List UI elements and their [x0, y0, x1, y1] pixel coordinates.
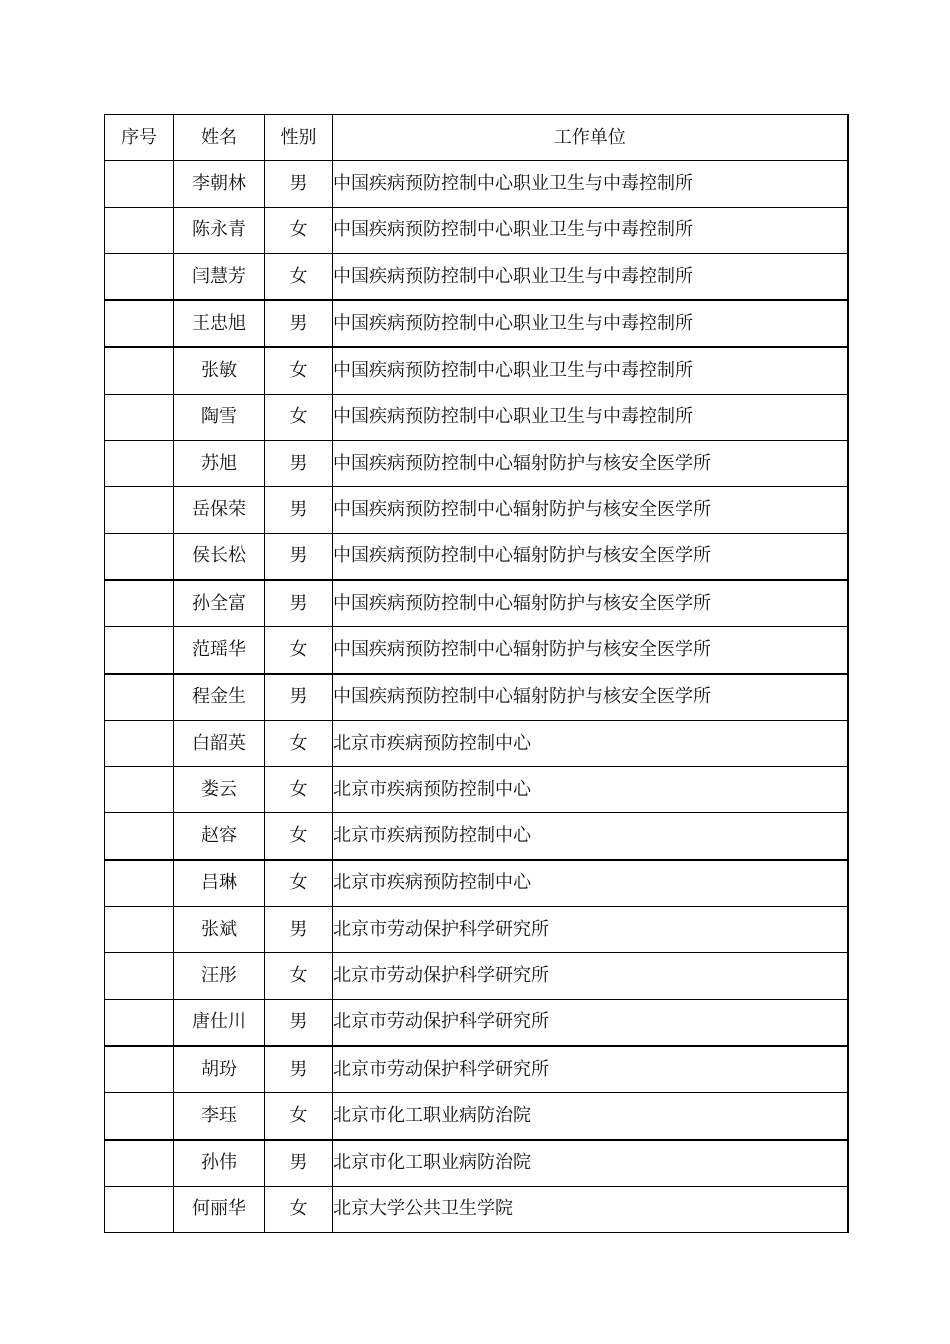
row-index-cell — [105, 347, 174, 394]
table-row — [105, 953, 848, 999]
row-index-cell — [105, 674, 174, 721]
row-index-cell — [105, 813, 174, 860]
table-row — [105, 999, 848, 1046]
row-gender-cell: 男 — [265, 300, 333, 347]
row-index-cell — [105, 1046, 174, 1093]
row-name-cell: 岳保荣 — [174, 487, 265, 533]
row-gender-cell: 女 — [265, 1186, 333, 1232]
row-unit-cell: 中国疾病预防控制中心职业卫生与中毒控制所 — [333, 300, 848, 347]
row-index-cell — [105, 253, 174, 300]
row-index-cell — [105, 907, 174, 953]
header-gender: 性别 — [265, 115, 333, 161]
row-gender-cell: 女 — [265, 767, 333, 813]
row-name-cell: 汪彤 — [174, 953, 265, 999]
row-index-cell — [105, 207, 174, 253]
row-name-cell: 闫慧芳 — [174, 253, 265, 300]
table-row — [105, 533, 848, 580]
row-unit-cell: 北京大学公共卫生学院 — [333, 1186, 848, 1232]
row-gender-cell: 男 — [265, 487, 333, 533]
row-name-cell: 陶雪 — [174, 394, 265, 440]
row-gender-cell: 男 — [265, 1140, 333, 1187]
row-gender-cell: 女 — [265, 394, 333, 440]
row-index-cell — [105, 161, 174, 207]
row-name-cell: 王忠旭 — [174, 300, 265, 347]
row-gender-cell: 女 — [265, 207, 333, 253]
row-index-cell — [105, 394, 174, 440]
row-unit-cell: 中国疾病预防控制中心辐射防护与核安全医学所 — [333, 533, 848, 580]
row-name-cell: 张敏 — [174, 347, 265, 394]
row-gender-cell: 女 — [265, 347, 333, 394]
table-row — [105, 720, 848, 766]
table-row — [105, 1140, 848, 1187]
table-body — [105, 161, 848, 1233]
row-index-cell — [105, 953, 174, 999]
row-name-cell: 何丽华 — [174, 1186, 265, 1232]
row-name-cell: 李朝林 — [174, 161, 265, 207]
table-row — [105, 300, 848, 347]
row-index-cell — [105, 441, 174, 487]
table-row — [105, 207, 848, 253]
row-name-cell: 孙全富 — [174, 580, 265, 627]
row-unit-cell: 中国疾病预防控制中心职业卫生与中毒控制所 — [333, 253, 848, 300]
row-gender-cell: 男 — [265, 580, 333, 627]
table-row — [105, 907, 848, 953]
row-index-cell — [105, 1093, 174, 1140]
table-row — [105, 1046, 848, 1093]
row-index-cell — [105, 1140, 174, 1187]
row-unit-cell: 中国疾病预防控制中心辐射防护与核安全医学所 — [333, 627, 848, 674]
row-unit-cell: 中国疾病预防控制中心辐射防护与核安全医学所 — [333, 674, 848, 721]
row-gender-cell: 女 — [265, 627, 333, 674]
table-row — [105, 394, 848, 440]
row-index-cell — [105, 767, 174, 813]
row-unit-cell: 中国疾病预防控制中心辐射防护与核安全医学所 — [333, 441, 848, 487]
table-row — [105, 441, 848, 487]
row-gender-cell: 男 — [265, 441, 333, 487]
row-name-cell: 程金生 — [174, 674, 265, 721]
row-unit-cell: 北京市疾病预防控制中心 — [333, 813, 848, 860]
row-name-cell: 娄云 — [174, 767, 265, 813]
row-gender-cell: 女 — [265, 860, 333, 907]
row-unit-cell: 中国疾病预防控制中心职业卫生与中毒控制所 — [333, 207, 848, 253]
row-unit-cell: 中国疾病预防控制中心职业卫生与中毒控制所 — [333, 161, 848, 207]
row-name-cell: 陈永青 — [174, 207, 265, 253]
row-unit-cell: 北京市化工职业病防治院 — [333, 1140, 848, 1187]
row-name-cell: 赵容 — [174, 813, 265, 860]
row-index-cell — [105, 580, 174, 627]
row-unit-cell: 中国疾病预防控制中心辐射防护与核安全医学所 — [333, 580, 848, 627]
row-index-cell — [105, 860, 174, 907]
row-index-cell — [105, 999, 174, 1046]
row-unit-cell: 北京市劳动保护科学研究所 — [333, 907, 848, 953]
header-index: 序号 — [105, 115, 174, 161]
row-index-cell — [105, 533, 174, 580]
personnel-table — [104, 114, 849, 1233]
row-unit-cell: 北京市劳动保护科学研究所 — [333, 999, 848, 1046]
row-name-cell: 张斌 — [174, 907, 265, 953]
table-row — [105, 860, 848, 907]
row-unit-cell: 中国疾病预防控制中心职业卫生与中毒控制所 — [333, 347, 848, 394]
row-name-cell: 侯长松 — [174, 533, 265, 580]
row-unit-cell: 中国疾病预防控制中心辐射防护与核安全医学所 — [333, 487, 848, 533]
row-index-cell — [105, 300, 174, 347]
row-gender-cell: 男 — [265, 674, 333, 721]
table-row — [105, 1186, 848, 1232]
row-index-cell — [105, 627, 174, 674]
table-row — [105, 347, 848, 394]
table-row — [105, 580, 848, 627]
header-name: 姓名 — [174, 115, 265, 161]
table-row — [105, 161, 848, 207]
row-unit-cell: 中国疾病预防控制中心职业卫生与中毒控制所 — [333, 394, 848, 440]
row-name-cell: 唐仕川 — [174, 999, 265, 1046]
row-unit-cell: 北京市化工职业病防治院 — [333, 1093, 848, 1140]
row-gender-cell: 男 — [265, 1046, 333, 1093]
row-name-cell: 李珏 — [174, 1093, 265, 1140]
row-name-cell: 孙伟 — [174, 1140, 265, 1187]
row-gender-cell: 男 — [265, 999, 333, 1046]
row-unit-cell: 北京市疾病预防控制中心 — [333, 767, 848, 813]
row-gender-cell: 女 — [265, 253, 333, 300]
table-row — [105, 813, 848, 860]
row-gender-cell: 男 — [265, 533, 333, 580]
row-name-cell: 范瑶华 — [174, 627, 265, 674]
row-unit-cell: 北京市疾病预防控制中心 — [333, 860, 848, 907]
row-name-cell: 吕琳 — [174, 860, 265, 907]
table-row — [105, 767, 848, 813]
row-unit-cell: 北京市劳动保护科学研究所 — [333, 1046, 848, 1093]
row-unit-cell: 北京市劳动保护科学研究所 — [333, 953, 848, 999]
row-gender-cell: 男 — [265, 161, 333, 207]
row-gender-cell: 女 — [265, 1093, 333, 1140]
header-unit: 工作单位 — [333, 115, 848, 161]
row-index-cell — [105, 720, 174, 766]
table-row — [105, 627, 848, 674]
row-gender-cell: 女 — [265, 813, 333, 860]
table-row — [105, 1093, 848, 1140]
table-header-row — [105, 115, 848, 161]
row-gender-cell: 女 — [265, 953, 333, 999]
row-gender-cell: 男 — [265, 907, 333, 953]
table-row — [105, 487, 848, 533]
row-index-cell — [105, 487, 174, 533]
table-row — [105, 674, 848, 721]
row-name-cell: 白韶英 — [174, 720, 265, 766]
row-gender-cell: 女 — [265, 720, 333, 766]
table-row — [105, 253, 848, 300]
row-unit-cell: 北京市疾病预防控制中心 — [333, 720, 848, 766]
row-index-cell — [105, 1186, 174, 1232]
row-name-cell: 苏旭 — [174, 441, 265, 487]
row-name-cell: 胡玢 — [174, 1046, 265, 1093]
